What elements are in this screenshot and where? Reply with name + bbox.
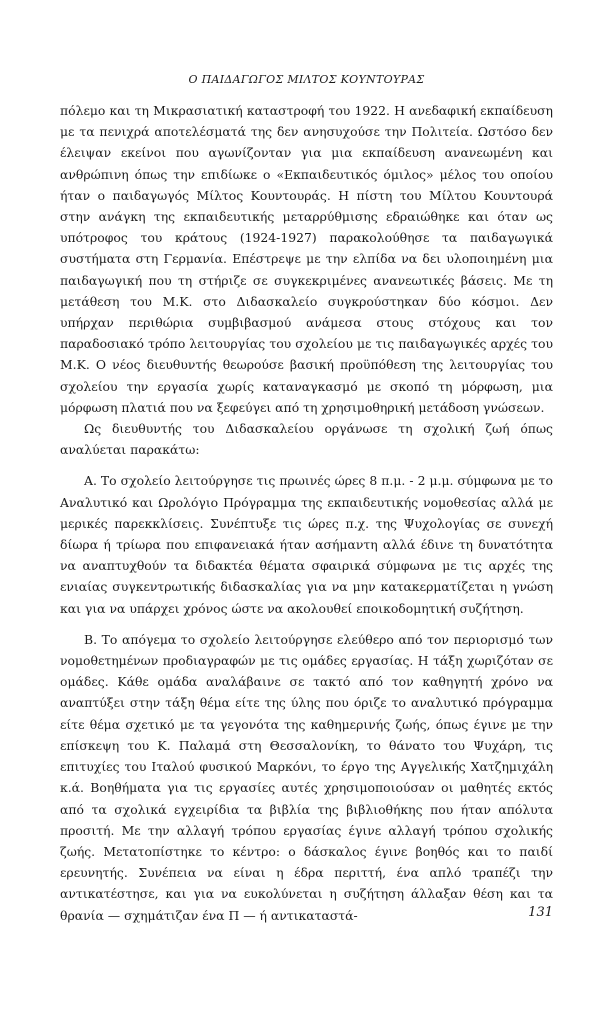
document-page (60, 0, 553, 1024)
paragraph-continuation: πόλεμο και τη Μικρασιατική καταστροφή του 1922. Η ανεδαφική εκπαίδευση με τα πενιχρά αποτελέσματά της δεν ανησυχούσε την Πολιτεία. Ωστόσο δεν έλειψαν εκείνοι που αγωνίζονταν για μια εκπαίδευση ανανεωμένη και ανθρώπινη όπως την επιδίωκε ο «Εκπαιδευτικός όμιλος» μέλος του οποίου ήταν ο παιδαγωγός Μίλτος Κουντουράς. Η πίστη του Μίλτου Κουντουρά στην ανάγκη της εκπαιδευτικής μεταρρύθμισης εδραιώθηκε και όταν ως υπότροφος του κράτους (1924-1927) παρακολούθησε τα παιδαγωγικά συστήματα στη Γερμανία. Επέστρεψε με την ελπίδα να δει υλοποιημένη μια παιδαγωγική που τη στήριζε σε συγκεκριμένες ανανεωτικές βάσεις. Με τη μετάθεση του Μ.Κ. στο Διδασκαλείο συγκρούστηκαν δύο κόσμοι. Δεν υπήρχαν περιθώρια συμβιβασμού ανάμεσα στους στόχους και τον παραδοσιακό τρόπο λειτουργίας του σχολείου με τις παιδαγωγικές αρχές του Μ.Κ. Ο νέος διευθυντής θεωρούσε βασική προϋπόθεση της λειτουργίας του σχολείου την εργασία χωρίς καταναγκασμό με σκοπό τη μόρφωση, μια μόρφωση πλατιά που να ξεφεύγει από τη χρησιμοθηρική μετάδοση γνώσεων. (60, 103, 553, 415)
paragraph-section-a: Α. Το σχολείο λειτούργησε τις πρωινές ώρες 8 π.μ. - 2 μ.μ. σύμφωνα με το Αναλυτικό και Ωρολόγιο Πρόγραμμα της εκπαιδευτικής νομοθεσίας αλλά με μερικές παρεκκλίσεις. Συνέπτυξε τις ώρες π.χ. της Ψυχολογίας σε συνεχή δίωρα ή τρίωρα που επιφανειακά ήταν ασήμαντη αλλά έδινε τη δυνατότητα να αναπτυχθούν τα διδακτέα θέματα σφαιρικά σύμφωνα με τις αρχές της ενιαίας συγκεντρωτικής διδασκαλίας για να μην κατακερματίζεται η γνώση και για να υπάρχει χρόνος ώστε να ακολουθεί εποικοδομητική συζήτηση. (60, 473, 553, 616)
paragraph-section-b: Β. Το απόγεμα το σχολείο λειτούργησε ελεύθερο από τον περιορισμό των νομοθετημένων προδιαγραφών με τις ομάδες εργασίας. Η τάξη χωριζόταν σε ομάδες. Κάθε ομάδα αναλάβαινε σε τακτό από τον καθηγητή χρόνο να αναπτύξει στην τάξη θέμα είτε της ύλης που όριζε το αναλυτικό πρόγραμμα είτε θέμα σχετικό με τα γεγονότα της καθημερινής ζωής, όπως έγινε με την επίσκεψη του Κ. Παλαμά στη Θεσσαλονίκη, το θάνατο του Ψυχάρη, τις επιτυχίες του Ιταλού φυσικού Μαρκόνι, το έργο της Αγγελικής Χατζημιχάλη κ.ά. Βοηθήματα για τις εργασίες αυτές χρησιμοποιούσαν οι μαθητές εκτός από τα σχολικά εγχειρίδια τα βιβλία της βιβλιοθήκης που ήταν απόλυτα προσιτή. Με την αλλαγή τρόπου εργασίας έγινε αλλαγή τρόπου σχολικής ζωής. Μετατοπίστηκε το κέντρο: ο δάσκαλος έγινε βοηθός και το παιδί ερευνητής. Συνέπεια να είναι η έδρα περιττή, ένα απλό τραπέζι την αντικατέστησε, και για να ευκολύνεται η συζήτηση άλλαξαν θέση και τα θρανία — σχημάτιζαν ένα Π — ή αντικαταστά- (60, 631, 553, 923)
paragraph-intro: Ως διευθυντής του Διδασκαλείου οργάνωσε τη σχολική ζωή όπως αναλύεται παρακάτω: (60, 421, 553, 458)
running-head: Ο ΠΑΙΔΑΓΩΓΟΣ ΜΙΛΤΟΣ ΚΟΥΝΤΟΥΡΑΣ (188, 73, 425, 86)
page-number: 131 (528, 905, 553, 920)
body-text (60, 100, 553, 926)
